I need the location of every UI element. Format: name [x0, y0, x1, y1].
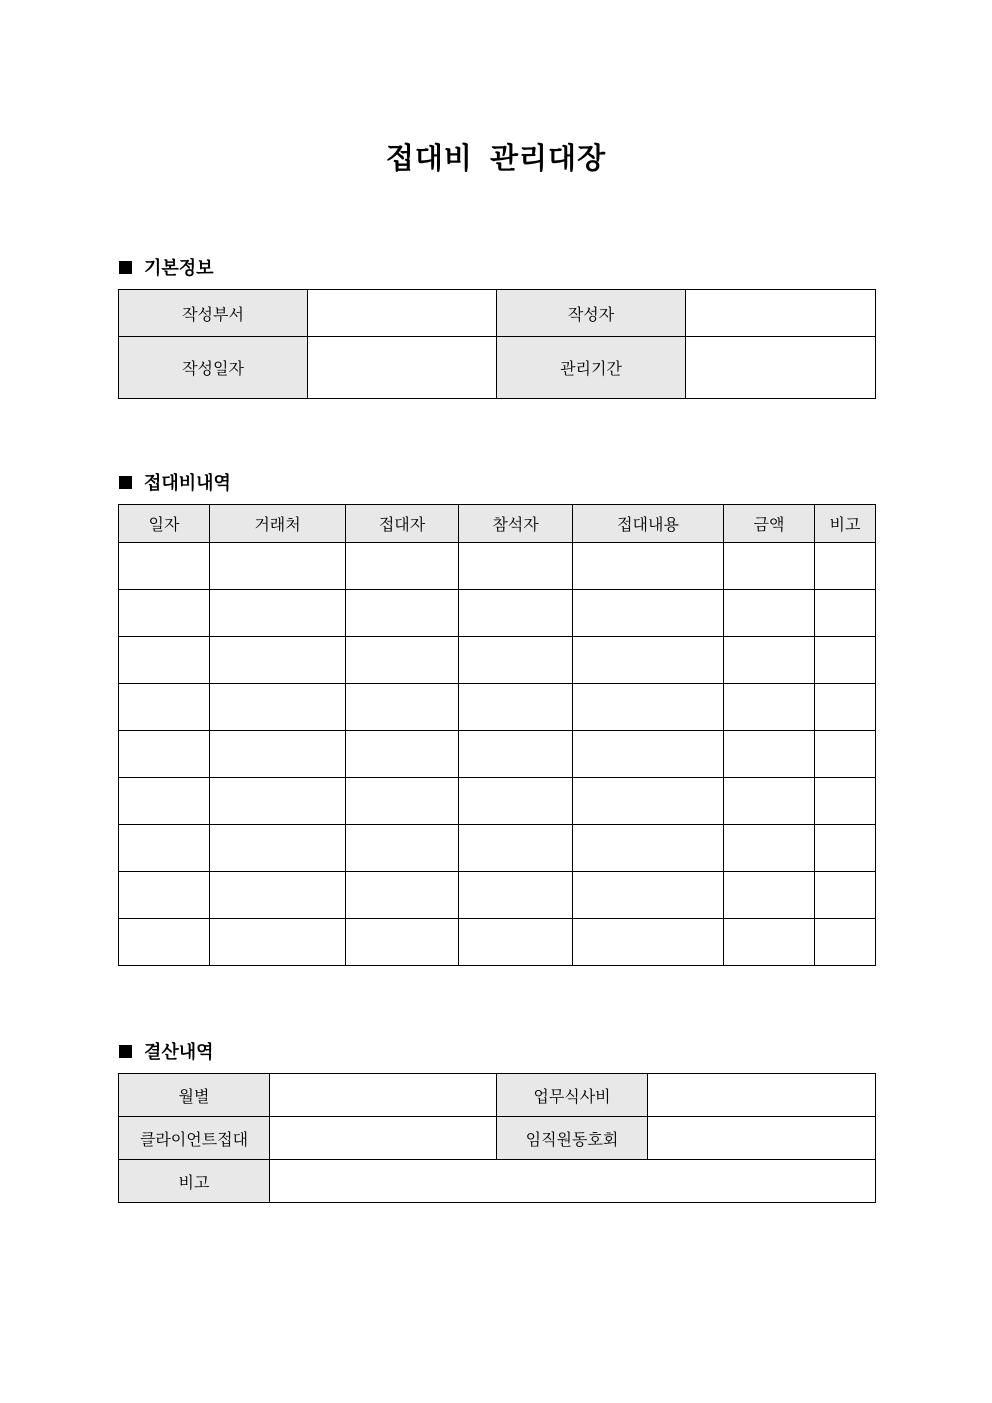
- cell-amount[interactable]: [724, 590, 815, 637]
- monthly-field[interactable]: [270, 1074, 497, 1117]
- square-bullet-icon: [119, 1045, 132, 1058]
- cell-date[interactable]: [119, 684, 210, 731]
- cell-note[interactable]: [815, 919, 876, 966]
- dept-field[interactable]: [308, 290, 497, 337]
- cell-amount[interactable]: [724, 825, 815, 872]
- table-row: [119, 637, 876, 684]
- settlement-heading: [119, 1038, 214, 1064]
- cell-client[interactable]: [210, 731, 346, 778]
- cell-note[interactable]: [815, 590, 876, 637]
- cell-client[interactable]: [210, 778, 346, 825]
- cell-note[interactable]: [815, 872, 876, 919]
- details-header-row: [119, 505, 876, 543]
- settlement-note-label: 비고: [119, 1160, 270, 1203]
- settlement-note-field[interactable]: [270, 1160, 876, 1203]
- cell-description[interactable]: [573, 684, 724, 731]
- col-header-host: 접대자: [346, 505, 459, 543]
- cell-date[interactable]: [119, 825, 210, 872]
- date-label: 작성일자: [119, 337, 308, 399]
- cell-host[interactable]: [346, 543, 459, 590]
- cell-amount[interactable]: [724, 919, 815, 966]
- period-label: 관리기간: [497, 337, 686, 399]
- table-row: [119, 778, 876, 825]
- cell-amount[interactable]: [724, 872, 815, 919]
- cell-attendees[interactable]: [459, 543, 573, 590]
- settlement-row: [119, 1074, 876, 1117]
- business-meal-field[interactable]: [648, 1074, 876, 1117]
- settlement-table: [118, 1073, 876, 1203]
- basic-info-row: [119, 337, 876, 399]
- cell-client[interactable]: [210, 825, 346, 872]
- basic-info-row: [119, 290, 876, 337]
- cell-description[interactable]: [573, 637, 724, 684]
- basic-info-table: [118, 289, 876, 399]
- table-row: [119, 684, 876, 731]
- client-entertainment-label: 클라이언트접대: [119, 1117, 270, 1160]
- cell-note[interactable]: [815, 825, 876, 872]
- client-entertainment-field[interactable]: [270, 1117, 497, 1160]
- cell-description[interactable]: [573, 872, 724, 919]
- cell-date[interactable]: [119, 543, 210, 590]
- table-row: [119, 543, 876, 590]
- cell-note[interactable]: [815, 731, 876, 778]
- cell-amount[interactable]: [724, 778, 815, 825]
- page-title: 접대비 관리대장: [385, 141, 607, 175]
- cell-host[interactable]: [346, 872, 459, 919]
- cell-attendees[interactable]: [459, 919, 573, 966]
- col-header-client: 거래처: [210, 505, 346, 543]
- table-row: [119, 872, 876, 919]
- table-row: [119, 731, 876, 778]
- dept-label: 작성부서: [119, 290, 308, 337]
- cell-attendees[interactable]: [459, 778, 573, 825]
- monthly-label: 월별: [119, 1074, 270, 1117]
- col-header-amount: 금액: [724, 505, 815, 543]
- table-row: [119, 590, 876, 637]
- cell-attendees[interactable]: [459, 590, 573, 637]
- cell-description[interactable]: [573, 731, 724, 778]
- basic-info-heading: [119, 254, 214, 280]
- settlement-row: [119, 1160, 876, 1203]
- cell-description[interactable]: [573, 825, 724, 872]
- details-table: [118, 504, 876, 966]
- cell-description[interactable]: [573, 919, 724, 966]
- cell-host[interactable]: [346, 684, 459, 731]
- cell-amount[interactable]: [724, 731, 815, 778]
- cell-host[interactable]: [346, 778, 459, 825]
- cell-attendees[interactable]: [459, 684, 573, 731]
- cell-date[interactable]: [119, 590, 210, 637]
- cell-date[interactable]: [119, 637, 210, 684]
- cell-description[interactable]: [573, 590, 724, 637]
- cell-host[interactable]: [346, 590, 459, 637]
- col-header-note: 비고: [815, 505, 876, 543]
- table-row: [119, 825, 876, 872]
- period-field[interactable]: [686, 337, 876, 399]
- cell-amount[interactable]: [724, 684, 815, 731]
- basic-info-heading-label: 기본정보: [144, 258, 214, 279]
- cell-client[interactable]: [210, 637, 346, 684]
- col-header-description: 접대내용: [573, 505, 724, 543]
- cell-date[interactable]: [119, 919, 210, 966]
- cell-date[interactable]: [119, 731, 210, 778]
- details-heading: [119, 469, 231, 495]
- cell-note[interactable]: [815, 684, 876, 731]
- cell-description[interactable]: [573, 543, 724, 590]
- cell-client[interactable]: [210, 919, 346, 966]
- staff-club-label: 임직원동호회: [497, 1117, 648, 1160]
- cell-attendees[interactable]: [459, 637, 573, 684]
- cell-attendees[interactable]: [459, 872, 573, 919]
- settlement-heading-label: 결산내역: [144, 1042, 214, 1063]
- cell-attendees[interactable]: [459, 731, 573, 778]
- cell-client[interactable]: [210, 872, 346, 919]
- cell-amount[interactable]: [724, 543, 815, 590]
- author-field[interactable]: [686, 290, 876, 337]
- cell-date[interactable]: [119, 872, 210, 919]
- cell-client[interactable]: [210, 684, 346, 731]
- business-meal-label: 업무식사비: [497, 1074, 648, 1117]
- square-bullet-icon: [119, 261, 132, 274]
- author-label: 작성자: [497, 290, 686, 337]
- col-header-date: 일자: [119, 505, 210, 543]
- cell-date[interactable]: [119, 778, 210, 825]
- cell-host[interactable]: [346, 637, 459, 684]
- cell-amount[interactable]: [724, 637, 815, 684]
- col-header-attendees: 참석자: [459, 505, 573, 543]
- cell-note[interactable]: [815, 637, 876, 684]
- details-heading-label: 접대비내역: [144, 473, 231, 494]
- square-bullet-icon: [119, 476, 132, 489]
- staff-club-field[interactable]: [648, 1117, 876, 1160]
- cell-note[interactable]: [815, 778, 876, 825]
- cell-note[interactable]: [815, 543, 876, 590]
- cell-host[interactable]: [346, 919, 459, 966]
- table-row: [119, 919, 876, 966]
- date-field[interactable]: [308, 337, 497, 399]
- cell-client[interactable]: [210, 590, 346, 637]
- cell-attendees[interactable]: [459, 825, 573, 872]
- settlement-row: [119, 1117, 876, 1160]
- cell-description[interactable]: [573, 778, 724, 825]
- cell-client[interactable]: [210, 543, 346, 590]
- cell-host[interactable]: [346, 825, 459, 872]
- cell-host[interactable]: [346, 731, 459, 778]
